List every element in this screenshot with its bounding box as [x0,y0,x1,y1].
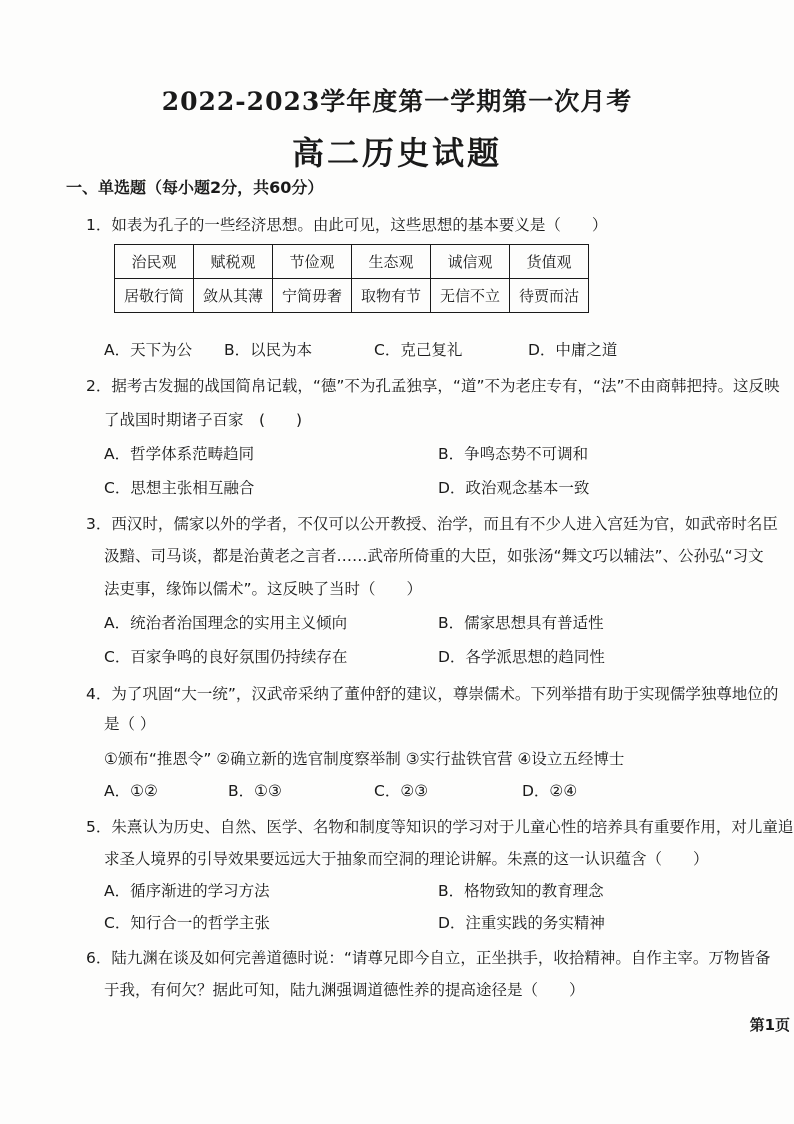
table-cell: 敛从其薄 [194,279,273,313]
q3-option-b: B．儒家思想具有普适性 [438,614,604,632]
q4-option-b: B．①③ [228,782,282,800]
q1-option-a: A．天下为公 [104,341,193,359]
q3-option-d: D．各学派思想的趋同性 [438,648,605,666]
q1-option-b: B．以民为本 [224,341,313,359]
table-row [115,245,589,279]
q4-option-c: C．②③ [374,782,429,800]
q5-stem-line1: 5．朱熹认为历史、自然、医学、名物和制度等知识的学习对于儿童心性的培养具有重要作用，对儿童追 [86,818,794,836]
q5-option-b: B．格物致知的教育理念 [438,882,604,900]
q5-option-d: D．注重实践的务实精神 [438,914,605,932]
table-cell: 宁简毋奢 [273,279,352,313]
exam-subject-title: 高二历史试题 [291,134,502,172]
table-cell: 居敬行简 [115,279,194,313]
q5-option-c: C．知行合一的哲学主张 [104,914,270,932]
q3-stem-line2: 汲黯、司马谈，都是治黄老之言者……武帝所倚重的大臣，如张汤“舞文巧以辅法”、公孙弘“习文 [104,547,764,565]
q2-option-c: C．思想主张相互融合 [104,479,255,497]
section-heading: 一、单选题（每小题2分，共60分） [66,178,324,197]
q4-stem-line1: 4．为了巩固“大一统”，汉武帝采纳了董仲舒的建议，尊崇儒术。下列举措有助于实现儒学独尊地位的 [86,685,779,703]
table-cell: 取物有节 [352,279,431,313]
exam-header-title: 2022-2023学年度第一学期第一次月考 [161,87,633,116]
q3-option-c: C．百家争鸣的良好氛围仍持续存在 [104,648,348,666]
table-cell: 诚信观 [431,245,510,279]
q4-option-d: D．②④ [522,782,578,800]
q1-option-d: D．中庸之道 [528,341,618,359]
q6-stem-line2: 于我，有何欠？据此可知，陆九渊强调道德性养的提高途径是（ ） [104,981,585,999]
table-row [115,279,589,313]
q3-stem-line1: 3．西汉时，儒家以外的学者，不仅可以公开教授、治学，而且有不少人进入宫廷为官，如武帝时名臣 [86,515,778,533]
q2-stem-line2: 了战国时期诸子百家 ( ) [104,411,303,429]
q2-option-b: B．争鸣态势不可调和 [438,445,589,463]
q6-stem-line1: 6．陆九渊在谈及如何完善道德时说：“请尊兄即今自立，正坐拱手，收拾精神。自作主宰。万物皆备 [86,949,771,967]
q1-table [114,244,589,313]
q2-option-a: A．哲学体系范畴趋同 [104,445,255,463]
q5-stem-line2: 求圣人境界的引导效果要远远大于抽象而空洞的理论讲解。朱熹的这一认识蕴含（ ） [104,850,709,868]
q2-stem-line1: 2．据考古发掘的战国简帛记载，“德”不为孔孟独享，“道”不为老庄专有，“法”不由商韩把持。这反映 [86,377,780,395]
q4-stem-line2: 是（ ） [104,715,156,733]
q4-stem-line3: ①颁布“推恩令” ②确立新的选官制度察举制 ③实行盐铁官营 ④设立五经博士 [104,750,625,768]
table-cell: 治民观 [115,245,194,279]
page-number: 第1页 [749,1016,790,1034]
q3-stem-line3: 法吏事，缘饰以儒术”。这反映了当时（ ） [104,580,423,598]
table-cell: 货值观 [510,245,589,279]
table-cell: 无信不立 [431,279,510,313]
q4-option-a: A．①② [104,782,158,800]
table-cell: 生态观 [352,245,431,279]
q1-option-c: C．克己复礼 [374,341,463,359]
q1-stem: 1．如表为孔子的一些经济思想。由此可见，这些思想的基本要义是（ ） [86,216,608,234]
q3-option-a: A．统治者治国理念的实用主义倾向 [104,614,348,632]
table-cell: 节俭观 [273,245,352,279]
q2-option-d: D．政治观念基本一致 [438,479,590,497]
q5-option-a: A．循序渐进的学习方法 [104,882,270,900]
table-cell: 赋税观 [194,245,273,279]
table-cell: 待贾而沽 [510,279,589,313]
